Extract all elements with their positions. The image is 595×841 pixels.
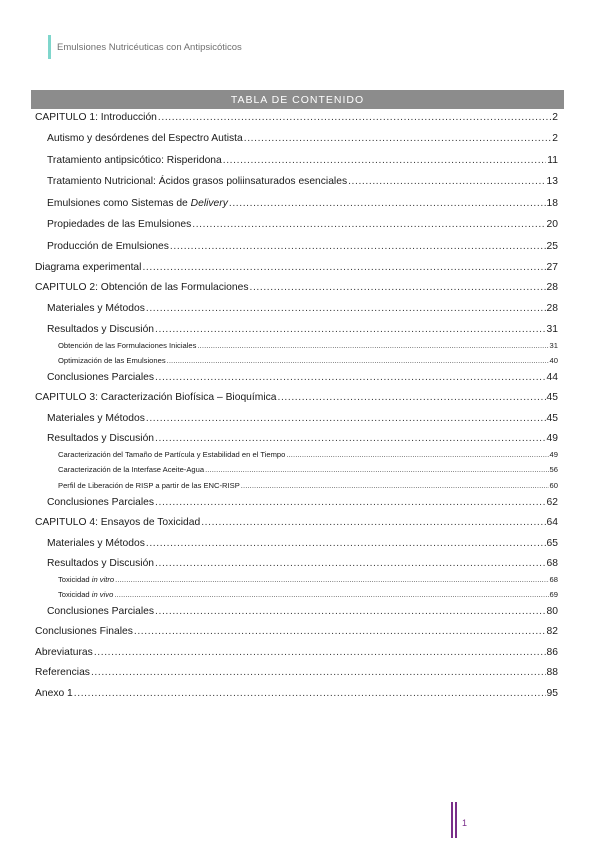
toc-entry-title-text: CAPITULO 3: Caracterización Biofísica – Bioquímica [35, 392, 277, 403]
toc-entry-title [47, 303, 145, 314]
toc-entry-title [58, 450, 285, 459]
toc-entry[interactable] [35, 372, 558, 383]
dot-leader [74, 688, 546, 699]
toc-entry-title [35, 667, 90, 678]
toc-entry-title-text: Abreviaturas [35, 647, 93, 658]
toc-entry-page: 62 [546, 497, 558, 508]
toc-entry-title-text: CAPITULO 2: Obtención de las Formulaciones [35, 282, 249, 293]
toc-entry-page: 86 [546, 647, 558, 658]
toc-entry-title-text: Conclusiones Parciales [47, 372, 155, 383]
dot-leader [115, 575, 548, 584]
dot-leader [249, 282, 545, 293]
toc-entry-title-text: Tratamiento antipsicótico: Risperidona [47, 155, 222, 166]
toc-entry[interactable] [35, 392, 558, 403]
toc-entry-title-text: Toxicidad [58, 590, 92, 599]
toc-entry-title [35, 688, 73, 699]
dot-leader [192, 219, 545, 230]
toc-entry-title [35, 392, 277, 403]
toc-entry-page: 31 [546, 324, 558, 335]
toc-entry-title-text: Materiales y Métodos [47, 538, 145, 549]
toc-entry-title [58, 590, 113, 599]
toc-entry-title [58, 481, 240, 490]
toc-entry-page: 28 [546, 282, 558, 293]
dot-leader [197, 341, 548, 350]
toc-entry[interactable] [35, 688, 558, 699]
dot-leader [155, 606, 546, 617]
toc-entry-title [58, 465, 204, 474]
toc-entry-page: 11 [547, 155, 558, 166]
toc-entry[interactable] [35, 133, 558, 144]
dot-leader [146, 303, 546, 314]
toc-entry-page: 45 [546, 413, 558, 424]
page-marker [451, 802, 461, 838]
toc-entry[interactable] [35, 219, 558, 230]
toc-entry[interactable] [35, 558, 558, 569]
toc-entry-title-text: Diagrama experimental [35, 262, 142, 273]
toc-entry-page: 40 [549, 356, 558, 365]
toc-entry-title [47, 558, 154, 569]
toc-entry-title-text: Anexo 1 [35, 688, 73, 699]
toc-entry-title-text: Optimización de las Emulsiones [58, 356, 166, 365]
toc-entry[interactable] [35, 413, 558, 424]
toc-entry-page: 45 [546, 392, 558, 403]
running-header [48, 35, 242, 59]
toc-entry[interactable] [35, 481, 558, 490]
dot-leader [223, 155, 547, 166]
toc-entry-title-text: Perfil de Liberación de RISP a partir de las ENC-RISP [58, 481, 240, 490]
toc-entry[interactable] [35, 433, 558, 444]
dot-leader [114, 590, 548, 599]
dot-leader [155, 433, 546, 444]
toc-entry-title [47, 241, 169, 252]
toc-entry-title [58, 341, 196, 350]
toc-entry-title-text: Obtención de las Formulaciones Iniciales [58, 341, 197, 350]
toc-entry[interactable] [35, 176, 558, 187]
dot-leader [170, 241, 546, 252]
toc-entry-page: 20 [546, 219, 558, 230]
toc-entry-title [35, 282, 248, 293]
toc-entry[interactable] [35, 241, 558, 252]
dot-leader [241, 481, 549, 490]
toc-entry-title-text: Emulsiones como Sistemas de [47, 198, 191, 209]
toc-entry-title [47, 155, 222, 166]
toc-entry-page: 2 [552, 112, 558, 123]
toc-entry-title-text: Conclusiones Finales [35, 626, 133, 637]
toc-entry-title [58, 356, 166, 365]
toc-entry[interactable] [35, 303, 558, 314]
toc-entry-page: 68 [549, 575, 558, 584]
dot-leader [278, 392, 546, 403]
dot-leader [229, 198, 546, 209]
toc-entry-title-text: Materiales y Métodos [47, 303, 145, 314]
dot-leader [155, 372, 546, 383]
dot-leader [146, 538, 546, 549]
toc-entry[interactable] [35, 538, 558, 549]
toc-entry-page: 28 [546, 303, 558, 314]
dot-leader [146, 413, 546, 424]
toc-entry-title-text: Producción de Emulsiones [47, 241, 169, 252]
toc-entry-page: 44 [546, 372, 558, 383]
toc-entry-page: 2 [552, 133, 558, 144]
toc-entry-page: 65 [546, 538, 558, 549]
toc-entry-title-text: Caracterización del Tamaño de Partícula y Estabilidad en el Tiempo [58, 450, 286, 459]
toc-entry[interactable] [35, 647, 558, 658]
toc-entry-title-text: Conclusiones Parciales [47, 497, 155, 508]
toc-entry-page: 18 [546, 198, 558, 209]
toc-entry-title [47, 433, 154, 444]
toc-entry[interactable] [35, 324, 558, 335]
toc-entry-page: 69 [549, 590, 558, 599]
toc-entry-title [35, 112, 157, 123]
toc-entry[interactable] [35, 465, 558, 474]
toc-entry-title [47, 606, 154, 617]
toc-entry-title-text: Resultados y Discusión [47, 433, 155, 444]
toc-entry-title-text: Referencias [35, 667, 90, 678]
toc-entry-title-text: Propiedades de las Emulsiones [47, 219, 192, 230]
toc-entry-page: 82 [546, 626, 558, 637]
toc-entry-page: 49 [546, 433, 558, 444]
toc-entry-page: 68 [546, 558, 558, 569]
toc-entry-title-text: Resultados y Discusión [47, 324, 155, 335]
dot-leader [244, 133, 552, 144]
dot-leader [142, 262, 545, 273]
toc-entry-title [58, 575, 114, 584]
toc-entry[interactable] [35, 155, 558, 166]
dot-leader [158, 112, 551, 123]
toc-entry-title [47, 413, 145, 424]
dot-leader [286, 450, 548, 459]
toc-entry-title [35, 626, 133, 637]
toc-entry-title-text: Conclusiones Parciales [47, 606, 155, 617]
toc-entry[interactable] [35, 450, 558, 459]
toc-entry[interactable] [35, 667, 558, 678]
toc-entry[interactable] [35, 262, 558, 273]
toc-entry[interactable] [35, 112, 558, 123]
toc-entry[interactable] [35, 356, 558, 365]
dot-leader [167, 356, 549, 365]
toc-entry-title [35, 262, 141, 273]
toc-entry-page: 31 [549, 341, 558, 350]
toc-entry-page: 56 [549, 465, 558, 474]
toc-entry-page: 64 [546, 517, 558, 528]
toc-entry[interactable] [35, 590, 558, 599]
toc-entry-page: 80 [546, 606, 558, 617]
dot-leader [348, 176, 545, 187]
toc-entry-title [47, 324, 154, 335]
toc-entry-page: 27 [546, 262, 558, 273]
toc-entry-title [47, 133, 243, 144]
toc-entry-title [47, 538, 145, 549]
toc-entry-title-text: Caracterización de la Interfase Aceite-Agua [58, 465, 205, 474]
toc-entry[interactable] [35, 606, 558, 617]
dot-leader [205, 465, 548, 474]
header-title: Emulsiones Nutricéuticas con Antipsicóticos [57, 41, 242, 53]
toc-heading: TABLA DE CONTENIDO [31, 90, 564, 109]
toc-entry[interactable] [35, 341, 558, 350]
dot-leader [134, 626, 546, 637]
dot-leader [94, 647, 546, 658]
toc-entry[interactable] [35, 198, 558, 209]
toc-entry[interactable] [35, 497, 558, 508]
toc-entry-title [47, 497, 154, 508]
toc-entry-title [47, 372, 154, 383]
toc-entry-title-italic: in vivo [91, 590, 114, 599]
dot-leader [201, 517, 545, 528]
toc-entry-title [47, 198, 228, 209]
toc-entry[interactable] [35, 517, 558, 528]
toc-entry-title-text: Tratamiento Nutricional: Ácidos grasos poliinsaturados esenciales [47, 176, 348, 187]
toc-entry-title-text: Resultados y Discusión [47, 558, 155, 569]
toc-entry-title [35, 647, 93, 658]
toc-entry-title-italic: Delivery [190, 198, 228, 209]
toc-entry-title-text: Materiales y Métodos [47, 413, 145, 424]
toc-entry-page: 88 [546, 667, 558, 678]
toc-entry-page: 13 [546, 176, 558, 187]
toc-entry[interactable] [35, 626, 558, 637]
toc-entry-title [35, 517, 200, 528]
toc-entry[interactable] [35, 575, 558, 584]
toc-entry-title [47, 176, 347, 187]
toc-entry-title-text: CAPITULO 4: Ensayos de Toxicidad [35, 517, 201, 528]
toc-entry[interactable] [35, 282, 558, 293]
dot-leader [91, 667, 546, 678]
toc-entry-title-text: Autismo y desórdenes del Espectro Autista [47, 133, 243, 144]
page-number: 1 [462, 818, 468, 828]
dot-leader [155, 497, 546, 508]
toc-entry-title [47, 219, 191, 230]
toc-entry-page: 60 [549, 481, 558, 490]
dot-leader [155, 558, 546, 569]
toc-entry-title-text: CAPITULO 1: Introducción [35, 112, 157, 123]
toc-entry-page: 25 [546, 241, 558, 252]
toc-entry-page: 49 [549, 450, 558, 459]
toc-entry-page: 95 [546, 688, 558, 699]
toc-entry-title-italic: in vitro [91, 575, 115, 584]
toc-entry-title-text: Toxicidad [58, 575, 92, 584]
dot-leader [155, 324, 546, 335]
